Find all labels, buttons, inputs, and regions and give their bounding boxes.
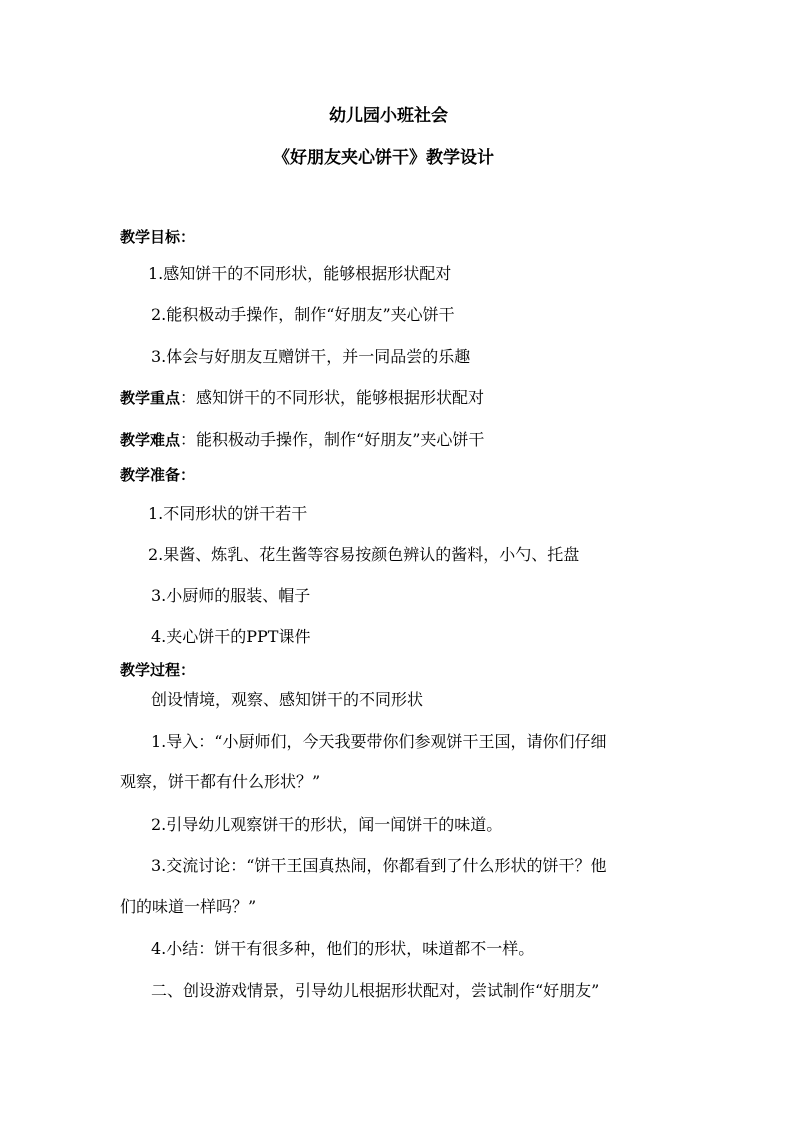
objective-item: 3.体会与好朋友互赠饼干，并一同品尝的乐趣 <box>151 347 471 366</box>
document-subtitle: 《好朋友夹心饼干》教学设计 <box>273 148 494 168</box>
process-paragraph: 1.导入：“小厨师们，今天我要带你们参观饼干王国，请你们仔细 <box>151 732 607 751</box>
preparation-heading: 教学准备： <box>120 466 196 484</box>
process-heading: 教学过程： <box>120 661 196 679</box>
objective-item: 2.能积极动手操作，制作“好朋友”夹心饼干 <box>151 305 455 324</box>
key-point-label: 教学重点 <box>120 389 181 407</box>
process-paragraph: 们的味道一样吗？” <box>120 897 257 916</box>
preparation-item: 4.夹心饼干的PPT课件 <box>151 627 311 646</box>
document-title: 幼儿园小班社会 <box>329 106 448 126</box>
process-paragraph: 3.交流讨论：“饼干王国真热闹，你都看到了什么形状的饼干？他 <box>151 856 607 875</box>
preparation-item: 2.果酱、炼乳、花生酱等容易按颜色辨认的酱料，小勺、托盘 <box>148 545 580 564</box>
difficulty-label: 教学难点 <box>120 431 181 449</box>
objectives-heading: 教学目标： <box>120 228 196 246</box>
process-section-2: 二、创设游戏情景，引导幼儿根据形状配对，尝试制作“好朋友” <box>151 981 600 1000</box>
objective-item: 1.感知饼干的不同形状，能够根据形状配对 <box>148 264 452 283</box>
process-paragraph: 2.引导幼儿观察饼干的形状，闻一闻饼干的味道。 <box>151 815 503 834</box>
key-point-text: ：感知饼干的不同形状，能够根据形状配对 <box>180 388 485 407</box>
preparation-item: 1.不同形状的饼干若干 <box>148 504 308 523</box>
key-point-line <box>120 388 484 408</box>
difficulty-text: ：能积极动手操作，制作“好朋友”夹心饼干 <box>180 430 485 449</box>
process-paragraph: 4.小结：饼干有很多种，他们的形状，味道都不一样。 <box>151 939 535 958</box>
preparation-item: 3.小厨师的服装、帽子 <box>151 586 311 605</box>
difficulty-line <box>120 430 484 450</box>
process-paragraph: 观察，饼干都有什么形状？” <box>120 772 321 791</box>
process-section-1: 创设情境，观察、感知饼干的不同形状 <box>151 690 424 709</box>
